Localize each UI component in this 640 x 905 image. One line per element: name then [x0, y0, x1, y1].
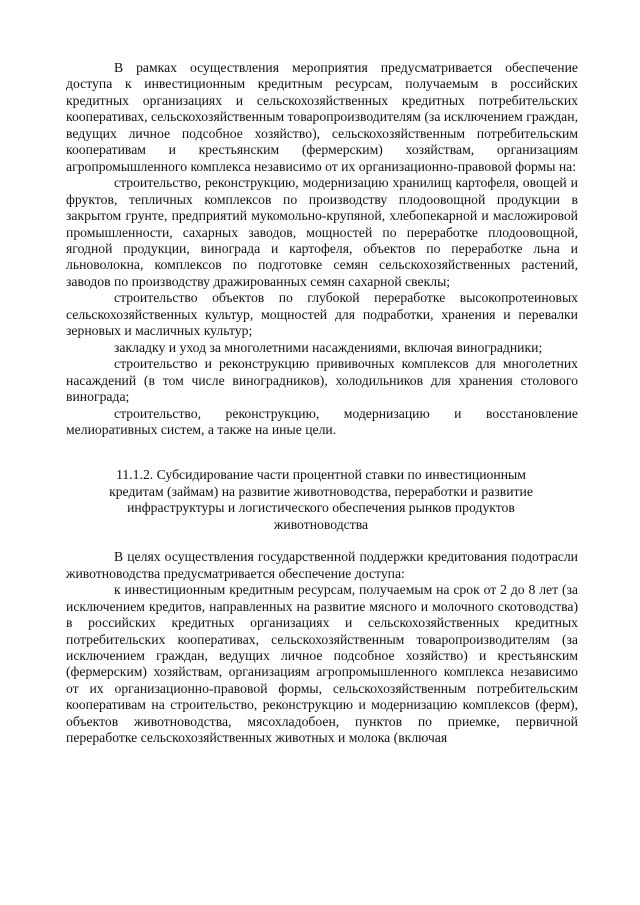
- section-spacer: [66, 438, 578, 467]
- list-item-perennial-plantings: закладку и уход за многолетними насаждениями, включая виноградники;: [114, 339, 543, 355]
- section-paragraph-credit-access: к инвестиционным кредитным ресурсам, получаемым на срок от 2 до 8 лет (за исключением кредитов, направленных на развитие мясного и молочного скотоводства) в российских кредитных организациях и сельскохозяйственных кредитных потребительских кооперативах, сельскохозяйственным товаропроизводителям (за исключением граждан, ведущих личное подсобное хозяйство) и крестьянским (фермерским) хозяйствам, организациям агропромышленного комплекса независимо от их организационно-правовой формы, сельскохозяйственным потребительским кооперативам на строительство, реконструкцию и модернизацию комплексов (ферм), объектов животноводства, мясохладобоен, пунктов по приемке, первичной переработке сельскохозяйственных животных и молока (включая: [66, 582, 578, 746]
- section-spacer: [66, 533, 578, 549]
- list-item-melioration: строительство, реконструкцию, модернизацию и восстановление мелиоративных систем, а также на иные цели.: [66, 405, 578, 437]
- section-paragraph-purpose: В целях осуществления государственной поддержки кредитования подотрасли животноводства предусматривается обеспечение доступа:: [66, 549, 578, 581]
- list-item-deep-processing: строительство объектов по глубокой переработке высокопротеиновых сельскохозяйственных культур, мощностей для подработки, хранения и перевалки зерновых и масличных культур;: [66, 290, 578, 339]
- section-heading: 11.1.2. Субсидирование части процентной ставки по инвестиционным кредитам (займам) на развитие животноводства, переработки и развитие инфраструктуры и логистического обеспечения рынков продуктов животноводства: [109, 467, 533, 532]
- list-item-storage-construction: строительство, реконструкцию, модернизацию хранилищ картофеля, овощей и фруктов, тепличных комплексов по производству плодоовощной продукции в закрытом грунте, предприятий мукомольно-крупяной, хлебопекарной и масложировой промышленности, сахарных заводов, мощностей по переработке плодоовощной, ягодной продукции, винограда и картофеля, объектов по переработке льна и льноволокна, комплексов по подготовке семян сельскохозяйственных растений, заводов по производству дражированных семян сахарной свеклы;: [66, 175, 578, 289]
- document-page: [66, 60, 578, 747]
- intro-paragraph: В рамках осуществления мероприятия предусматривается обеспечение доступа к инвестиционным кредитным ресурсам, получаемым в российских кредитных организациях и сельскохозяйственных кредитных потребительских кооперативах, сельскохозяйственным товаропроизводителям (за исключением граждан, ведущих личное подсобное хозяйство), сельскохозяйственным потребительским кооперативам и крестьянским (фермерским) хозяйствам, организациям агропромышленного комплекса независимо от их организационно-правовой формы на:: [66, 60, 578, 174]
- list-item-grafting-complexes: строительство и реконструкцию прививочных комплексов для многолетних насаждений (в том числе виноградников), холодильников для хранения столового винограда;: [66, 356, 578, 405]
